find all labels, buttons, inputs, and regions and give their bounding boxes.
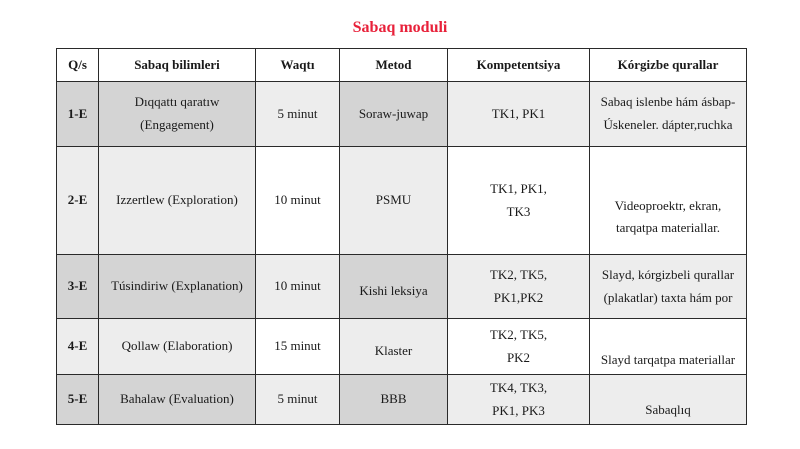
competency-line: TK1, PK1 [491,105,546,121]
page-title: Sabaq moduli [352,19,448,36]
row-number: 3-E [57,255,99,319]
visual-aids-cell [590,82,747,147]
visual-aids-cell [590,375,747,425]
competency-line: PK1,PK2 [493,289,544,305]
lesson-stage-line: Dıqqattı qaratıw [134,94,220,110]
row-number: 2-E [57,147,99,255]
table-row [57,82,747,147]
table-row [57,255,747,319]
lesson-stage-cell [99,82,256,147]
method-cell: Kishi leksiya [340,255,448,319]
lesson-stage-cell: Qollaw (Elaboration) [99,319,256,375]
visual-aids-line: Sabaq islenbe hám ásbap- [600,94,736,110]
header-time: Waqtı [256,49,340,82]
header-number: Q/s [57,49,99,82]
visual-aids-line: Slayd, kórgizbeli qurallar [601,266,735,282]
time-cell: 5 minut [256,82,340,147]
lesson-stage-cell: Izzertlew (Exploration) [99,147,256,255]
row-number: 5-E [57,375,99,425]
table-row [57,147,747,255]
competency-line: TK3 [506,203,531,219]
competency-line: TK2, TK5, [489,266,548,282]
header-competency: Kompetentsiya [448,49,590,82]
visual-aids-cell [590,147,747,255]
lesson-stage-cell: Túsindiriw (Explanation) [99,255,256,319]
header-visual-aids: Kórgizbe qurallar [590,49,747,82]
row-number: 1-E [57,82,99,147]
competency-line: TK1, PK1, [490,180,547,196]
competency-cell [448,319,590,375]
table-row [57,319,747,375]
method-cell: BBB [340,375,448,425]
lesson-module-table [56,48,747,425]
competency-line: PK2 [506,349,531,365]
visual-aids-line: (plakatlar) taxta hám por [603,289,733,305]
competency-line: TK2, TK5, [489,326,548,342]
visual-aids-line: Slayd tarqatpa materiallar [600,352,736,368]
lesson-stage-line: (Engagement) [140,117,214,132]
table-header-row [57,49,747,82]
visual-aids-line: Sabaqlıq [645,402,691,418]
visual-aids-line: tarqatpa materiallar. [616,220,720,236]
competency-line: PK1, PK3 [492,402,545,418]
competency-cell [448,147,590,255]
method-cell: PSMU [340,147,448,255]
visual-aids-line: Úskeneler. dápter,ruchka [603,117,733,132]
time-cell: 10 minut [256,147,340,255]
row-number: 4-E [57,319,99,375]
method-cell: Klaster [340,319,448,375]
lesson-stage-cell: Bahalaw (Evaluation) [99,375,256,425]
competency-cell [448,255,590,319]
visual-aids-cell [590,255,747,319]
method-cell: Soraw-juwap [340,82,448,147]
time-cell: 10 minut [256,255,340,319]
visual-aids-line: Videoproektr, ekran, [614,197,722,213]
competency-cell [448,375,590,425]
visual-aids-cell [590,319,747,375]
competency-cell [448,82,590,147]
time-cell: 5 minut [256,375,340,425]
table-row [57,375,747,425]
time-cell: 15 minut [256,319,340,375]
competency-line: TK4, TK3, [489,379,548,395]
header-method: Metod [340,49,448,82]
header-lesson-stage: Sabaq bilimleri [99,49,256,82]
